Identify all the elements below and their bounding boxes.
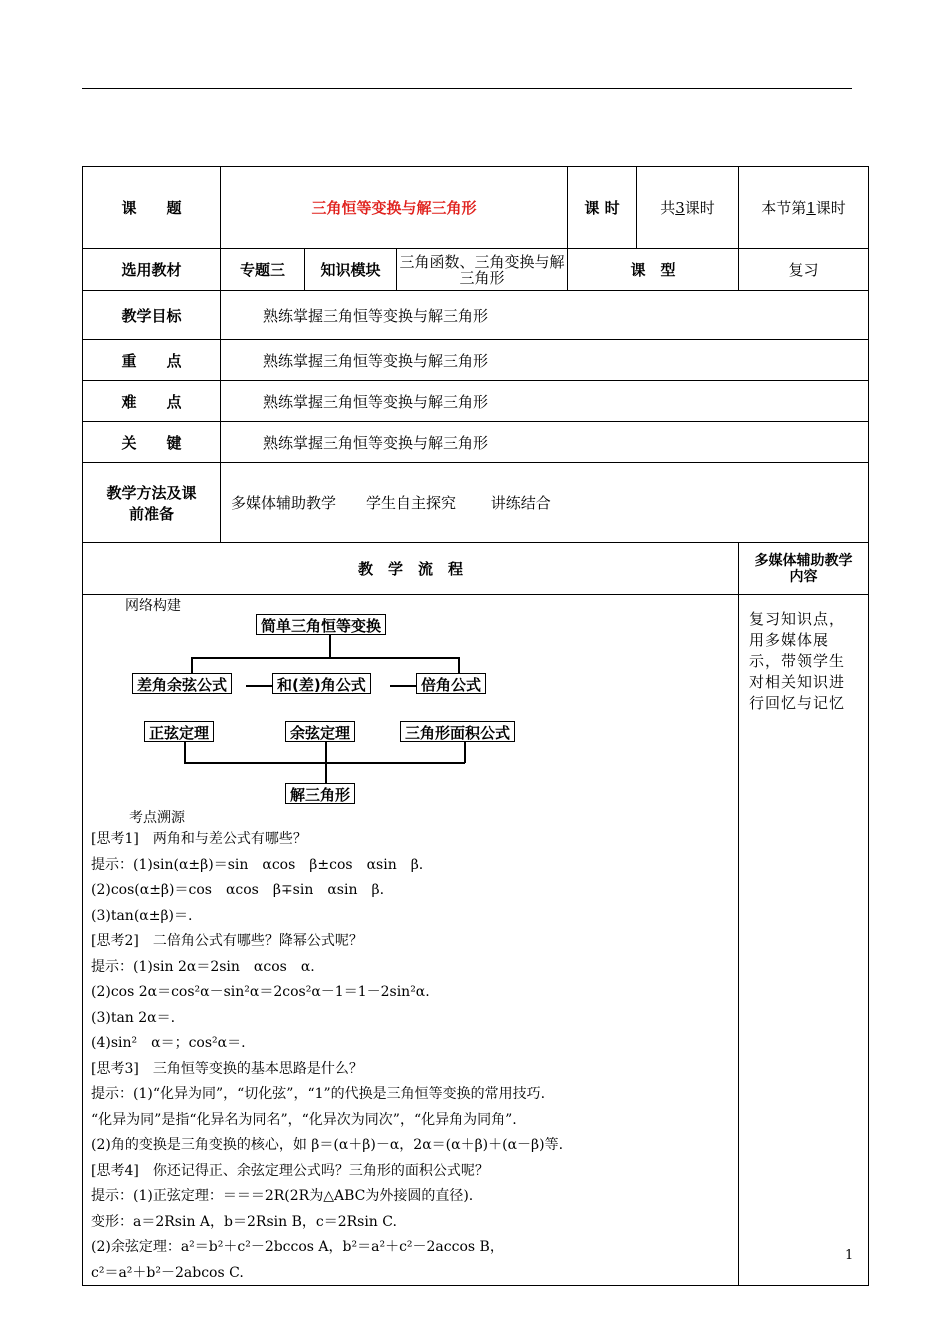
box-sine-law: 正弦定理 <box>144 721 214 742</box>
content-line: (3)tan 2α＝. <box>91 1009 176 1026</box>
box-cosine-law: 余弦定理 <box>285 721 355 742</box>
module-value: 三角函数、三角变换与解三角形 <box>397 249 568 291</box>
content-line: (4)sin² α＝；cos²α＝. <box>91 1035 246 1051</box>
label-difficulty: 难 点 <box>83 381 221 422</box>
label-type: 课 型 <box>568 249 739 291</box>
line <box>184 742 186 763</box>
label-key: 关 键 <box>83 422 221 463</box>
network-label: 网络构建 <box>125 598 181 614</box>
content-line: [思考1] 两角和与差公式有哪些？ <box>91 831 307 847</box>
key-value: 熟练掌握三角恒等变换与解三角形 <box>221 422 869 463</box>
box-solve-triangle: 解三角形 <box>285 783 355 804</box>
top-rule <box>82 88 852 89</box>
difficulty-value: 熟练掌握三角恒等变换与解三角形 <box>221 381 869 422</box>
flow-content <box>83 595 739 1286</box>
line <box>246 685 272 687</box>
box-simple-transform: 简单三角恒等变换 <box>256 614 386 635</box>
content-line: 变形：a＝2Rsin A，b＝2Rsin B，c＝2Rsin C. <box>91 1213 397 1230</box>
side-note: 复习知识点，用多媒体展示，带领学生对相关知识进行回忆与记忆 <box>739 595 869 1286</box>
line <box>464 742 466 763</box>
side-title: 多媒体辅助教学内容 <box>739 543 869 595</box>
content-line: [思考4] 你还记得正、余弦定理公式吗？三角形的面积公式呢？ <box>91 1162 489 1179</box>
content-line: (2)余弦定理：a²＝b²＋c²－2bccos A，b²＝a²＋c²－2accos B， <box>91 1239 504 1255</box>
label-method: 教学方法及课前准备 <box>83 463 221 543</box>
line <box>191 657 193 674</box>
label-goal: 教学目标 <box>83 291 221 340</box>
content-line: 提示：(1)sin 2α＝2sin αcos α. <box>91 958 315 975</box>
content-lines <box>91 827 563 1286</box>
flow-title: 教 学 流 程 <box>83 543 739 595</box>
label-textbook: 选用教材 <box>83 249 221 291</box>
line <box>184 762 465 764</box>
box-difference-cosine: 差角余弦公式 <box>132 673 232 694</box>
goal-value: 熟练掌握三角恒等变换与解三角形 <box>221 291 869 340</box>
method-value: 多媒体辅助教学 学生自主探究 讲练结合 <box>221 463 869 543</box>
focus-value: 熟练掌握三角恒等变换与解三角形 <box>221 340 869 381</box>
box-double-angle: 倍角公式 <box>416 673 486 694</box>
content-line: [思考3] 三角恒等变换的基本思路是什么？ <box>91 1060 363 1077</box>
content-line: “化异为同”是指“化异名为同名”，“化异次为同次”，“化异角为同角”. <box>91 1111 517 1128</box>
line <box>390 685 416 687</box>
box-triangle-area: 三角形面积公式 <box>400 721 515 742</box>
subject-title: 三角恒等变换与解三角形 <box>221 167 568 249</box>
content-line: 提示：(1)“化异为同”，“切化弦”，“1”的代换是三角恒等变换的常用技巧. <box>91 1086 546 1102</box>
label-subject: 课 题 <box>83 167 221 249</box>
content-line: (2)cos 2α＝cos²α－sin²α＝2cos²α－1＝1－2sin²α. <box>91 984 430 1000</box>
content-line: [思考2] 二倍角公式有哪些？降幂公式呢？ <box>91 933 363 949</box>
source-label: 考点溯源 <box>129 810 185 826</box>
line <box>329 635 331 658</box>
line <box>191 657 458 659</box>
label-focus: 重 点 <box>83 340 221 381</box>
type-value: 复习 <box>739 249 869 291</box>
content-line: 提示：(1)正弦定理：＝＝＝2R(2R为△ABC为外接圆的直径). <box>91 1188 474 1204</box>
line <box>458 657 460 674</box>
label-module: 知识模块 <box>305 249 397 291</box>
current-hour: 本节第1课时 <box>739 167 869 249</box>
total-hours: 共3课时 <box>637 167 739 249</box>
content-line: (2)cos(α±β)＝cos αcos β∓sin αsin β. <box>91 882 385 898</box>
content-line: c²＝a²＋b²－2abcos C. <box>91 1264 244 1281</box>
content-line: (2)角的变换是三角变换的核心，如 β＝(α＋β)－α，2α＝(α＋β)＋(α－β)等. <box>91 1137 564 1153</box>
box-sum-difference-angle: 和(差)角公式 <box>272 673 371 694</box>
lesson-plan-table <box>82 166 869 1286</box>
content-line: 提示：(1)sin(α±β)＝sin αcos β±cos αsin β. <box>91 856 424 873</box>
textbook-value: 专题三 <box>221 249 305 291</box>
content-line: (3)tan(α±β)＝. <box>91 907 193 924</box>
label-hours: 课 时 <box>568 167 637 249</box>
page-number: 1 <box>845 1248 854 1263</box>
